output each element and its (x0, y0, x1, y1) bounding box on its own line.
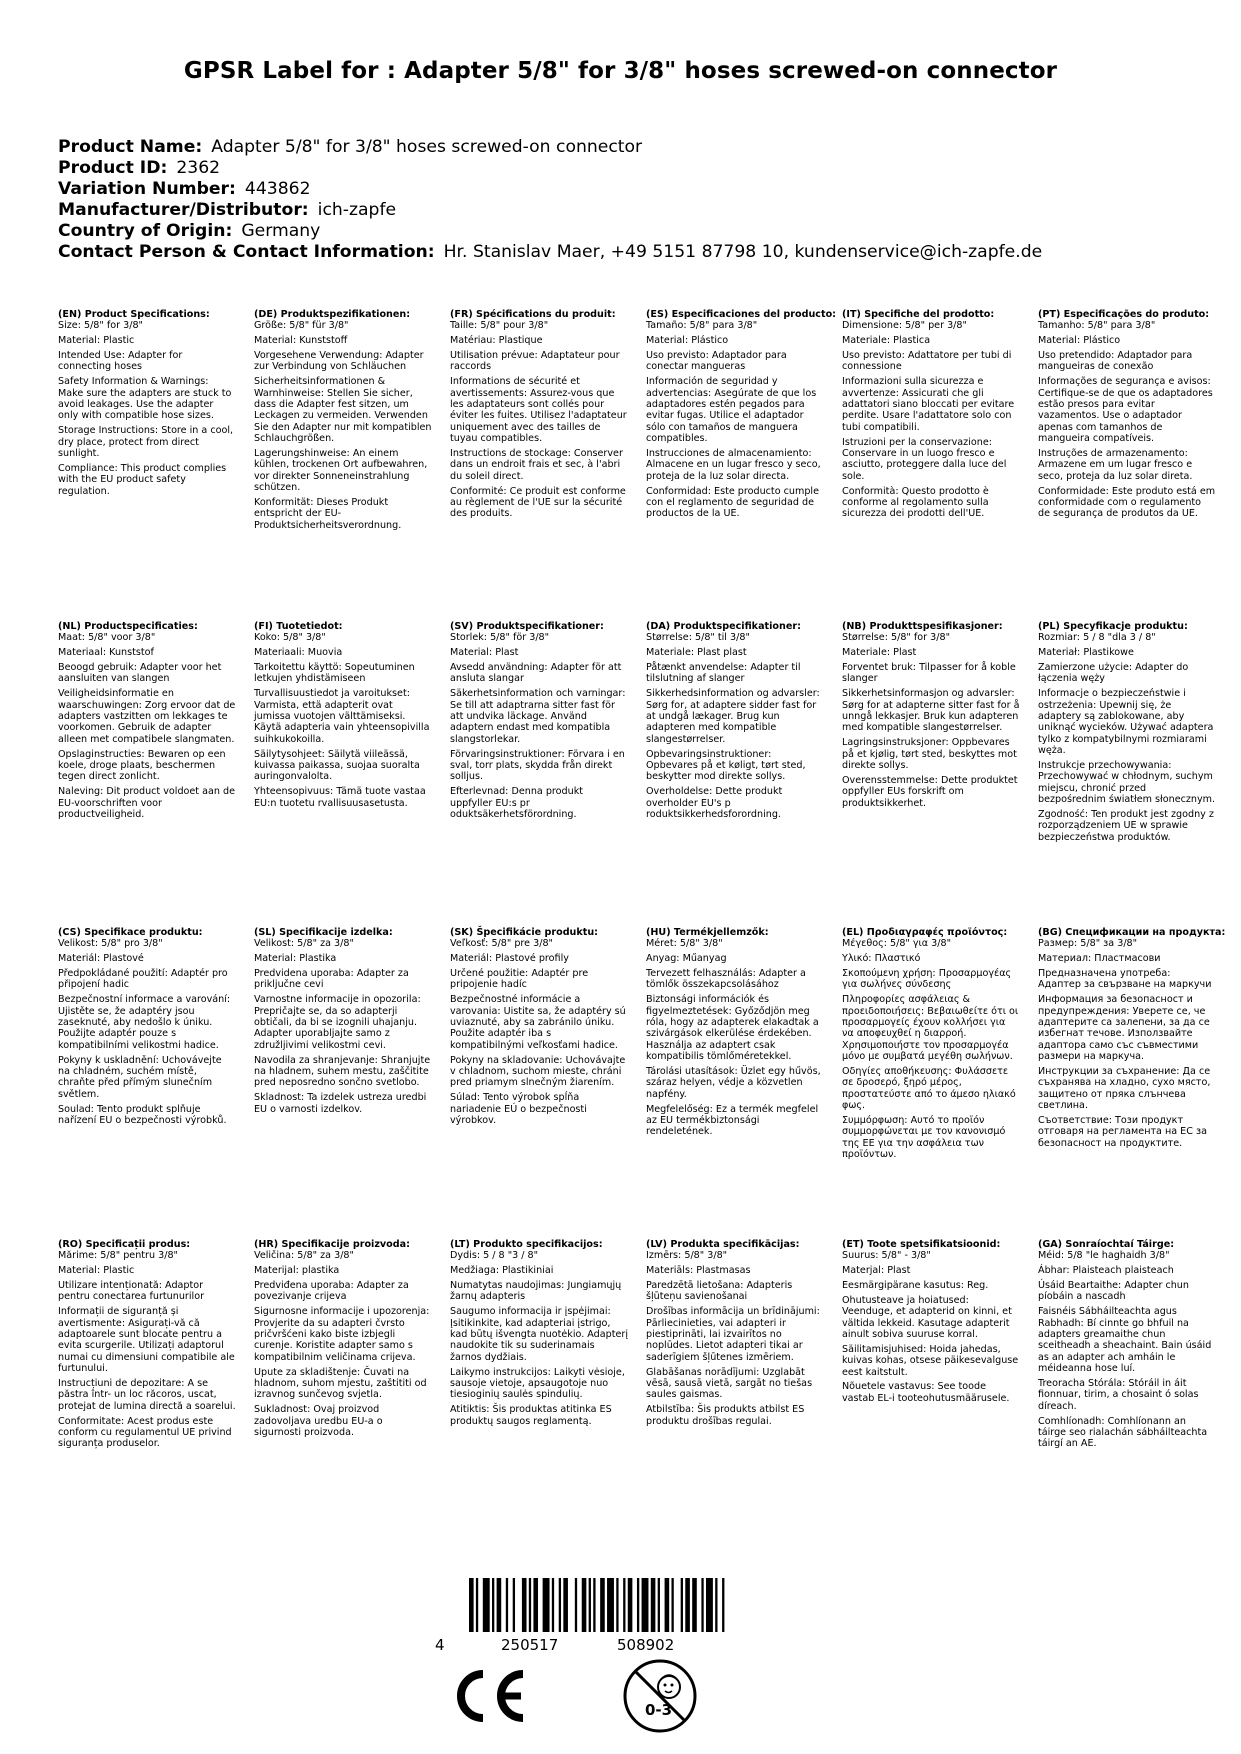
spec-paragraph: Material: Plástico (646, 335, 729, 347)
barcode-bar (476, 1578, 478, 1632)
language-heading: (HU) Termékjellemzők: (646, 927, 769, 938)
spec-paragraph: Συμμόρφωση: Αυτό το προϊόν συμμορφώνεται με τον κανονισμό της ΕΕ για την ασφάλεια των προϊόντων. (842, 1115, 1006, 1161)
spec-paragraph: Materiāls: Plastmasas (646, 1265, 751, 1277)
barcode-bar (671, 1578, 673, 1632)
barcode-digits-2: 250517 (501, 1636, 559, 1654)
info-label: Product Name: (58, 137, 203, 157)
spec-paragraph: Dydis: 5 / 8 "3 / 8" (450, 1250, 539, 1262)
spec-paragraph: Utilizare intenționată: Adaptor pentru conectarea furtunurilor (58, 1280, 205, 1303)
spec-paragraph: Påtænkt anvendelse: Adapter til tilslutning af slanger (646, 662, 801, 685)
spec-paragraph: Predviđena uporaba: Adapter za povezivanje crijeva (254, 1280, 409, 1303)
spec-paragraph: Suurus: 5/8" - 3/8" (842, 1250, 931, 1262)
barcode-bar (522, 1578, 527, 1632)
language-heading: (LT) Produkto specifikacijos: (450, 1239, 603, 1250)
spec-paragraph: Σκοπούμενη χρήση: Προσαρμογέας για σωλήνες σύνδεσης (842, 968, 1012, 991)
spec-paragraph: Opbevaringsinstruktioner: Opbevares på et køligt, tørt sted, beskytter mod direkte sollys. (646, 748, 806, 783)
spec-paragraph: Información de seguridad y advertencias: Asegúrate de que los adaptadores estén pegados para evitar fugas. Utilice el adaptador sólo con tamaños de manguera compatibles. (646, 376, 817, 445)
barcode-bar (469, 1578, 474, 1632)
spec-paragraph: Faisnéis Sábháilteachta agus Rabhadh: Bí cinnte go bhfuil na adapters greamaithe chun sceitheadh a sheachaint. Bain úsáid as an adapter ach amháin le méideanna hose luí. (1038, 1306, 1212, 1375)
spec-paragraph: Material: Plastic (58, 1265, 135, 1277)
info-value: 443862 (244, 179, 311, 199)
language-block (58, 621, 236, 824)
barcode-bar (506, 1578, 508, 1632)
barcode-bar (706, 1578, 713, 1632)
spec-paragraph: Säilytysohjeet: Säilytä viileässä, kuivassa paikassa, suojaa suoralta auringonvalolta. (254, 748, 420, 783)
info-label: Country of Origin: (58, 221, 233, 241)
language-heading: (NB) Produkttspesifikasjoner: (842, 621, 1003, 632)
language-block (842, 621, 1020, 812)
info-contact (58, 242, 1042, 263)
barcode-bar (651, 1578, 656, 1632)
barcode-bar (637, 1578, 639, 1632)
spec-paragraph: Opslaginstructies: Bewaren op een koele, droge plaats, beschermen tegen direct zonlicht. (58, 748, 226, 783)
spec-paragraph: Instrucțiuni de depozitare: A se păstra într- un loc răcoros, uscat, protejat de lumina directă a soarelui. (58, 1378, 236, 1412)
spec-paragraph: Sikkerhetsinformasjon og advarsler: Sørg for at adapterne sitter fast for å unngå lekkasjer. Bruk kun adapteren med kompatible slangestørrelser. (842, 688, 1020, 734)
spec-paragraph: Atbilstība: Šis produkts atbilst ES produktu drošības regulai. (646, 1404, 805, 1427)
spec-paragraph: Materiale: Plast (842, 647, 917, 659)
language-heading: (BG) Спецификации на продукта: (1038, 927, 1226, 938)
spec-paragraph: Informații de siguranță și avertismente: Asigurați-vă că adaptoarele sunt blocate pentru a evita scurgerile. Utilizați adaptorul numai cu dimensiuni compatibile ale furtunului. (58, 1306, 235, 1375)
language-heading: (HR) Specifikacije proizvoda: (254, 1239, 410, 1250)
spec-paragraph: Vorgesehene Verwendung: Adapter zur Verbindung von Schläuchen (254, 350, 424, 373)
page-title: GPSR Label for : Adapter 5/8" for 3/8" hoses screwed-on connector (183, 58, 1058, 84)
spec-paragraph: Informacje o bezpieczeństwie i ostrzeżenia: Upewnij się, że adaptery są zablokowane, aby uniknąć wycieków. Używać adaptera tylko z kompatybilnymi rozmiarami węża. (1038, 688, 1214, 757)
language-heading: (EN) Product Specifications: (58, 309, 210, 320)
language-heading: (DE) Produktspezifikationen: (254, 309, 411, 320)
spec-paragraph: Uso previsto: Adattatore per tubi di connessione (842, 350, 1012, 373)
spec-paragraph: Materiál: Plastové (58, 953, 144, 965)
language-block (646, 309, 837, 523)
info-product-name (58, 137, 1042, 158)
barcode-bar (559, 1578, 561, 1632)
language-block (254, 621, 432, 812)
spec-paragraph: Materiaali: Muovia (254, 647, 343, 659)
spec-paragraph: Intended Use: Adapter for connecting hoses (58, 350, 183, 373)
barcode-bar (575, 1578, 577, 1632)
spec-paragraph: Conformidad: Este producto cumple con el reglamento de seguridad de productos de la UE. (646, 485, 819, 520)
spec-paragraph: Méret: 5/8" 3/8" (646, 938, 723, 950)
spec-paragraph: Safety Information & Warnings: Make sure the adapters are stuck to avoid leakages. Use the adapter only with compatible hose sizes. (58, 376, 232, 422)
language-heading: (PT) Especificações do produto: (1038, 309, 1210, 320)
spec-paragraph: Materiál: Plastové profily (450, 953, 569, 965)
spec-paragraph: Veličina: 5/8" za 3/8" (254, 1250, 354, 1262)
language-heading: (ET) Toote spetsifikatsioonid: (842, 1239, 1001, 1250)
spec-paragraph: Paredzētā lietošana: Adapteris šļūteņu savienošanai (646, 1280, 793, 1303)
language-heading: (EL) Προδιαγραφές προϊόντος: (842, 927, 1008, 938)
barcode-bar (685, 1578, 690, 1632)
spec-paragraph: Zamierzone użycie: Adapter do łączenia węży (1038, 662, 1189, 685)
spec-paragraph: Súlad: Tento výrobok spĺňa nariadenie EÚ o bezpečnosti výrobkov. (450, 1092, 587, 1127)
spec-paragraph: Varnostne informacije in opozorila: Prepričajte se, da so adapterji obtičali, da bi se izognili uhajanju. Adapter uporabljajte samo z združljivimi velikostmi cevi. (254, 994, 421, 1051)
spec-paragraph: Size: 5/8" for 3/8" (58, 320, 143, 332)
spec-paragraph: Størrelse: 5/8" til 3/8" (646, 632, 750, 644)
barcode-bar (552, 1578, 554, 1632)
spec-paragraph: Megfelelőség: Ez a termék megfelel az EU termékbiztonsági rendeletének. (646, 1103, 819, 1138)
barcode-bar (563, 1578, 568, 1632)
barcode-bars (469, 1578, 729, 1632)
language-block (842, 1239, 1020, 1408)
spec-paragraph: Compliance: This product complies with the EU product safety regulation. (58, 462, 227, 497)
spec-paragraph: Materijal: plastika (254, 1265, 340, 1277)
spec-paragraph: Material: Kunststoff (254, 335, 348, 347)
language-block (1038, 309, 1216, 523)
language-block (450, 927, 628, 1130)
barcode-bar (616, 1578, 618, 1632)
language-block (450, 309, 628, 523)
spec-paragraph: Størrelse: 5/8" for 3/8" (842, 632, 950, 644)
info-value: 2362 (176, 158, 221, 178)
spec-paragraph: Instrucciones de almacenamiento: Almacene en un lugar fresco y seco, proteja de la luz solar directa. (646, 448, 821, 482)
spec-paragraph: Materiaal: Kunststof (58, 647, 154, 659)
spec-paragraph: Lagringsinstruksjoner: Oppbevares på et kjølig, tørt sted, beskyttes mot direkte sollys. (842, 737, 1017, 772)
barcode-bar (492, 1578, 494, 1632)
spec-paragraph: Conformità: Questo prodotto è conforme al regolamento sulla sicurezza dei prodotti dell'UE. (842, 485, 989, 520)
barcode-digits-3: 508902 (617, 1636, 675, 1654)
info-value: ich-zapfe (317, 200, 397, 220)
spec-paragraph: Материал: Пластмасови (1038, 953, 1161, 965)
language-block (646, 1239, 824, 1430)
barcode-bar (665, 1578, 670, 1632)
spec-paragraph: Uso pretendido: Adaptador para mangueiras de conexão (1038, 350, 1193, 373)
spec-paragraph: Skladnost: Ta izdelek ustreza uredbi EU o varnosti izdelkov. (254, 1092, 427, 1115)
barcode-bar (533, 1578, 538, 1632)
spec-paragraph: Bezpečnostní informace a varování: Ujistěte se, že adaptéry jsou zaseknuté, aby nedošlo k úniku. Použijte adaptér pouze s kompatibilními velikostmi hadice. (58, 994, 231, 1051)
language-block (842, 309, 1020, 523)
spec-paragraph: Saugumo informacija ir įspėjimai: Įsitikinkite, kad adapteriai įstrigo, kad būtų išvengta nuotėkio. Adapterį naudokite tik su suderinamais žarnos dydžiais. (450, 1306, 629, 1363)
barcode-bar (658, 1578, 660, 1632)
barcode-bar (701, 1578, 703, 1632)
spec-paragraph: Sukladnost: Ovaj proizvod zadovoljava uredbu EU-a o sigurnosti proizvoda. (254, 1404, 383, 1439)
barcode-bar (642, 1578, 649, 1632)
spec-paragraph: Ohutusteave ja hoiatused: Veenduge, et adapterid on kinni, et vältida lekkeid. Kasutage adapterit ainult sobiva suuruse korral. (842, 1294, 1012, 1341)
barcode-bar (722, 1578, 724, 1632)
not-for-children-0-3-icon (621, 1657, 699, 1735)
spec-paragraph: Informations de sécurité et avertissements: Assurez-vous que les adaptateurs sont collés pour éviter les fuites. Utilisez l'adaptateur uniquement avec des tailles de tuyau compatibles. (450, 376, 627, 445)
spec-paragraph: Biztonsági információk és figyelmeztetések: Győződjön meg róla, hogy az adapterek elakadtak a szivárgások elkerülése érdekében. Használja az adaptert csak kompatibilis tömlőméretekkel. (646, 994, 819, 1063)
barcode-digit-1: 4 (435, 1636, 445, 1654)
language-heading: (SV) Produktspecifikationer: (450, 621, 604, 632)
info-label: Product ID: (58, 158, 168, 178)
barcode-bar (543, 1578, 550, 1632)
spec-paragraph: Pokyny k uskladnění: Uchovávejte na chladném, suchém místě, chraňte před přímým slunečním světlem. (58, 1054, 222, 1100)
language-heading: (ES) Especificaciones del producto: (646, 309, 837, 320)
spec-paragraph: Säilitamisjuhised: Hoida jahedas, kuivas kohas, otsese päikesevalguse eest kaitstult. (842, 1343, 1019, 1378)
barcode-bar (715, 1578, 717, 1632)
spec-paragraph: Material: Plast (450, 647, 519, 659)
spec-paragraph: Veľkosť: 5/8" pre 3/8" (450, 938, 553, 950)
spec-paragraph: Turvallisuustiedot ja varoitukset: Varmista, että adapterit ovat jumissa vuotojen välttämiseksi. Käytä adapteria vain yhteensopivilla suihkukokoilla. (254, 688, 430, 745)
language-heading: (FR) Spécifications du produit: (450, 309, 616, 320)
info-product-id (58, 158, 1042, 179)
language-block (450, 1239, 628, 1430)
language-heading: (PL) Specyfikacje produktu: (1038, 621, 1188, 632)
spec-paragraph: Materjal: Plast (842, 1265, 911, 1277)
spec-paragraph: Atitiktis: Šis produktas atitinka ES produktų saugos reglamentą. (450, 1404, 612, 1427)
spec-paragraph: Instruções de armazenamento: Armazene em um lugar fresco e seco, proteja da luz solar direta. (1038, 448, 1193, 482)
spec-paragraph: Tamanho: 5/8" para 3/8" (1038, 320, 1156, 332)
barcode-bar (529, 1578, 531, 1632)
language-block (254, 309, 432, 535)
spec-paragraph: Matériau: Plastique (450, 335, 543, 347)
spec-paragraph: Размер: 5/8" за 3/8" (1038, 938, 1138, 950)
spec-paragraph: Conformidade: Este produto está em conformidade com o regulamento de segurança de produtos da UE. (1038, 485, 1216, 520)
barcode-bar (497, 1578, 502, 1632)
spec-paragraph: Méid: 5/8 "le haghaidh 3/8" (1038, 1250, 1170, 1262)
spec-paragraph: Overensstemmelse: Dette produktet oppfyller EUs forskrift om produktsikkerhet. (842, 774, 1018, 809)
barcode-bar (692, 1578, 697, 1632)
spec-paragraph: Efterlevnad: Denna produkt uppfyller EU:s pr oduktsäkerhetsförordning. (450, 786, 584, 821)
language-heading: (GA) Sonraíochtaí Táirge: (1038, 1239, 1175, 1250)
spec-paragraph: Medžiaga: Plastikiniai (450, 1265, 554, 1277)
spec-paragraph: Konformität: Dieses Produkt entspricht der EU-Produktsicherheitsverordnung. (254, 497, 402, 531)
language-block (58, 927, 236, 1130)
spec-paragraph: Lagerungshinweise: An einem kühlen, trockenen Ort aufbewahren, vor direkter Sonneneinstrahlung schützen. (254, 448, 428, 494)
language-heading: (RO) Specificații produs: (58, 1239, 191, 1250)
age-label: 0-3 (645, 1701, 673, 1719)
spec-paragraph: Dimensione: 5/8" per 3/8" (842, 320, 967, 332)
spec-paragraph: Materiał: Plastikowe (1038, 647, 1134, 659)
spec-paragraph: Tárolási utasítások: Üzlet egy hűvös, száraz helyen, védje a közvetlen napfény. (646, 1066, 821, 1100)
language-block (1038, 927, 1226, 1153)
spec-paragraph: Beoogd gebruik: Adapter voor het aansluiten van slangen (58, 662, 222, 685)
spec-paragraph: Předpokládané použití: Adaptér pro připojení hadic (58, 968, 228, 991)
spec-paragraph: Navodila za shranjevanje: Shranjujte na hladnem, suhem mestu, zaščitite pred neposredno sončno svetlobo. (254, 1054, 431, 1089)
spec-paragraph: Säkerhetsinformation och varningar: Se till att adaptrarna sitter fast för att undvika läckage. Använd adaptern endast med kompatibla slangstorlekar. (450, 688, 626, 745)
info-variation-number (58, 179, 1042, 200)
spec-paragraph: Instructions de stockage: Conserver dans un endroit frais et sec, à l'abri du soleil direct. (450, 448, 623, 482)
spec-paragraph: Sikkerhedsinformation og advarsler: Sørg for, at adaptere sidder fast for at undgå lækager. Brug kun adapteren med kompatible slangestørrelser. (646, 688, 820, 745)
product-info (58, 137, 1042, 263)
spec-paragraph: Bezpečnostné informácie a varovania: Uistite sa, že adaptéry sú uviaznuté, aby sa zabránilo úniku. Použite adaptér iba s kompatibilnými veľkosťami hadice. (450, 994, 626, 1051)
barcode-bar (593, 1578, 595, 1632)
barcode-bar (607, 1578, 614, 1632)
spec-paragraph: Comhlíonadh: Comhlíonann an táirge seo rialachán sábháilteachta táirgí an AE. (1038, 1415, 1208, 1450)
barcode-bar (600, 1578, 605, 1632)
spec-paragraph: Predvidena uporaba: Adapter za priključne cevi (254, 968, 409, 991)
spec-paragraph: Informações de segurança e avisos: Certifique-se de que os adaptadores estão presos para evitar vazamentos. Use o adaptador apenas com tamanhos de mangueira compatíveis. (1038, 376, 1213, 445)
language-block (646, 927, 824, 1141)
spec-paragraph: Izmērs: 5/8" 3/8" (646, 1250, 728, 1262)
spec-paragraph: Μέγεθος: 5/8" για 3/8" (842, 938, 952, 950)
spec-paragraph: Treoracha Stórála: Stóráil in áit fionnuar, tirim, a chosaint ó solas díreach. (1038, 1378, 1199, 1412)
barcode-bar (582, 1578, 587, 1632)
spec-paragraph: Forventet bruk: Tilpasser for å koble slanger (842, 662, 1016, 685)
language-heading: (SL) Specifikacije izdelka: (254, 927, 393, 938)
spec-paragraph: Material: Plástico (1038, 335, 1121, 347)
language-block (58, 1239, 236, 1453)
info-manufacturer (58, 200, 1042, 221)
spec-paragraph: Istruzioni per la conservazione: Conservare in un luogo fresco e asciutto, proteggere dalla luce del sole. (842, 436, 1007, 482)
spec-paragraph: Materiale: Plast plast (646, 647, 747, 659)
spec-paragraph: Nõuetele vastavus: See toode vastab EL-i tooteohutusmäärusele. (842, 1381, 1010, 1404)
spec-paragraph: Tamaño: 5/8" para 3/8" (646, 320, 758, 332)
language-heading: (NL) Productspecificaties: (58, 621, 198, 632)
spec-paragraph: Numatytas naudojimas: Jungiamųjų žarnų adapteris (450, 1280, 622, 1303)
spec-paragraph: Uso previsto: Adaptador para conectar mangueras (646, 350, 787, 373)
spec-paragraph: Conformitate: Acest produs este conform cu regulamentul UE privind siguranța produselor. (58, 1415, 232, 1450)
info-value: Hr. Stanislav Maer, +49 5151 87798 10, kundenservice@ich-zapfe.de (443, 242, 1043, 262)
spec-paragraph: Material: Plastic (58, 335, 135, 347)
barcode-bar (483, 1578, 490, 1632)
spec-paragraph: Taille: 5/8" pour 3/8" (450, 320, 549, 332)
spec-paragraph: Koko: 5/8" 3/8" (254, 632, 326, 644)
ce-mark-icon (449, 1668, 529, 1724)
info-label: Manufacturer/Distributor: (58, 200, 309, 220)
language-heading: (FI) Tuotetiedot: (254, 621, 343, 632)
spec-paragraph: Storage Instructions: Store in a cool, dry place, protect from direct sunlight. (58, 425, 234, 460)
spec-paragraph: Instrukcje przechowywania: Przechowywać w chłodnym, suchym miejscu, chronić przed bezpośrednim światłem słonecznym. (1038, 760, 1216, 806)
spec-paragraph: Soulad: Tento produkt splňuje nařízení EU o bezpečnosti výrobků. (58, 1103, 227, 1127)
spec-paragraph: Glabāšanas norādījumi: Uzglabāt vēsā, sausā vietā, sargāt no tiešas saules gaismas. (646, 1366, 813, 1401)
spec-paragraph: Naleving: Dit product voldoet aan de EU-voorschriften voor productveiligheid. (58, 786, 235, 821)
spec-paragraph: Úsáid Beartaithe: Adapter chun píobáin a nascadh (1038, 1280, 1189, 1303)
spec-paragraph: Zgodność: Ten produkt jest zgodny z rozporządzeniem UE w sprawie bezpieczeństwa produktów. (1038, 809, 1214, 843)
language-heading: (DA) Produktspecifikationer: (646, 621, 801, 632)
spec-paragraph: Tarkoitettu käyttö: Sopeutuminen letkujen yhdistämiseen (254, 662, 415, 685)
spec-paragraph: Rozmiar: 5 / 8 "dla 3 / 8" (1038, 632, 1156, 644)
language-block (842, 927, 1020, 1164)
spec-paragraph: Velikost: 5/8" za 3/8" (254, 938, 354, 950)
spec-paragraph: Größe: 5/8" für 3/8" (254, 320, 349, 332)
spec-paragraph: Υλικό: Πλαστικό (842, 953, 921, 965)
spec-paragraph: Информация за безопасност и предупреждения: Уверете се, че адаптерите са залепени, за да се избегнат течове. Използвайте адаптора само със съвместими размери на маркуча. (1038, 994, 1210, 1063)
spec-paragraph: Avsedd användning: Adapter för att ansluta slangar (450, 662, 622, 685)
language-block (58, 309, 236, 500)
language-heading: (LV) Produkta specifikācijas: (646, 1239, 800, 1250)
info-value: Germany (241, 221, 321, 241)
spec-paragraph: Eesmärgipärane kasutus: Reg. (842, 1280, 989, 1291)
language-heading: (CS) Specifikace produktu: (58, 927, 203, 938)
spec-paragraph: Drošības informācija un brīdinājumi: Pārliecinieties, vai adapteri ir piestiprināti, lai izvairītos no noplūdes. Lietot adapteri tikai ar saderīgiem šļūtenes izmēriem. (646, 1306, 820, 1363)
barcode-bar (628, 1578, 633, 1632)
language-block (1038, 621, 1216, 847)
language-block (254, 927, 432, 1118)
spec-paragraph: Overholdelse: Dette produkt overholder EU's p roduktsikkerhedsforordning. (646, 786, 783, 821)
spec-paragraph: Sigurnosne informacije i upozorenja: Provjerite da su adapteri čvrsto pričvršćeni kako biste izbjegli curenje. Koristite adapter samo s kompatibilnim veličinama crijeva. (254, 1306, 430, 1363)
language-heading: (SK) Špecifikácie produktu: (450, 927, 599, 938)
spec-paragraph: Anyag: Műanyag (646, 953, 727, 965)
spec-paragraph: Veiligheidsinformatie en waarschuwingen: Zorg ervoor dat de adapters vastzitten om lekkages te voorkomen. Gebruik de adapter alleen met compatibele slangmaten. (58, 688, 236, 745)
barcode (435, 1578, 735, 1654)
barcode-bar (681, 1578, 683, 1632)
info-country (58, 221, 1042, 242)
info-label: Contact Person & Contact Information: (58, 242, 435, 262)
spec-paragraph: Πληροφορίες ασφάλειας & προειδοποιήσεις: Βεβαιωθείτε ότι οι προσαρμογείς έχουν κολλήσει για να αποφευχθεί η διαρροή. Χρησιμοποιήστε τον προσαρμογέα μόνο με συμβατά μεγέθη σωλήνων. (842, 994, 1019, 1063)
spec-paragraph: Sicherheitsinformationen & Warnhinweise: Stellen Sie sicher, dass die Adapter fest sitzen, um Leckagen zu vermeiden. Verwenden Sie den Adapter nur mit kompatiblen Schlauchgrößen. (254, 376, 432, 445)
spec-paragraph: Tervezett felhasználás: Adapter a tömlők összekapcsolásához (646, 968, 806, 991)
spec-paragraph: Material: Plastika (254, 953, 337, 965)
spec-paragraph: Materiale: Plastica (842, 335, 931, 347)
barcode-bar (589, 1578, 591, 1632)
language-heading: (IT) Specifiche del prodotto: (842, 309, 995, 320)
spec-paragraph: Ábhar: Plaisteach plaisteach (1038, 1265, 1174, 1277)
barcode-bar (623, 1578, 625, 1632)
spec-paragraph: Utilisation prévue: Adaptateur pour raccords (450, 350, 620, 373)
spec-paragraph: Förvaringsinstruktioner: Förvara i en sval, torr plats, skydda från direkt solljus. (450, 748, 625, 783)
spec-paragraph: Οδηγίες αποθήκευσης: Φυλάσσετε σε δροσερό, ξηρό μέρος, προστατεύστε από το άμεσο ηλιακό φως. (842, 1066, 1016, 1112)
spec-paragraph: Mărime: 5/8" pentru 3/8" (58, 1250, 178, 1262)
spec-paragraph: Conformité: Ce produit est conforme au règlement de l'UE sur la sécurité des produits. (450, 485, 626, 520)
language-block (254, 1239, 432, 1442)
spec-paragraph: Предназначена употреба: Адаптер за свързване на маркучи (1038, 968, 1212, 991)
spec-paragraph: Určené použitie: Adaptér pre pripojenie hadíc (450, 968, 589, 991)
spec-paragraph: Pokyny na skladovanie: Uchovávajte v chladnom, suchom mieste, chráni pred priamym slnečným žiarením. (450, 1054, 626, 1089)
language-block (1038, 1239, 1216, 1453)
spec-paragraph: Upute za skladištenje: Čuvati na hladnom, suhom mjestu, zaštititi od izravnog sunčevog svjetla. (254, 1366, 427, 1401)
info-value: Adapter 5/8" for 3/8" hoses screwed-on connector (211, 137, 643, 157)
spec-paragraph: Maat: 5/8" voor 3/8" (58, 632, 156, 644)
spec-paragraph: Storlek: 5/8" för 3/8" (450, 632, 550, 644)
barcode-bar (513, 1578, 515, 1632)
spec-paragraph: Yhteensopivuus: Tämä tuote vastaa EU:n tuotetu rvallisuusasetusta. (254, 786, 426, 809)
spec-paragraph: Velikost: 5/8" pro 3/8" (58, 938, 163, 950)
spec-paragraph: Инструкции за съхранение: Да се съхранява на хладно, сухо място, защитено от пряка слънчева светлина. (1038, 1066, 1211, 1112)
info-label: Variation Number: (58, 179, 236, 199)
spec-paragraph: Laikymo instrukcijos: Laikyti vėsioje, sausoje vietoje, apsaugotoje nuo tiesioginių saulės spindulių. (450, 1366, 625, 1401)
language-block (646, 621, 824, 824)
spec-paragraph: Informazioni sulla sicurezza e avvertenze: Assicurati che gli adattatori siano bloccati per evitare perdite. Usare l'adattatore solo con tubi compatibili. (842, 376, 1015, 433)
language-block (450, 621, 628, 824)
spec-paragraph: Съответствие: Този продукт отговаря на регламента на ЕС за безопасност на продуктите. (1038, 1115, 1207, 1149)
